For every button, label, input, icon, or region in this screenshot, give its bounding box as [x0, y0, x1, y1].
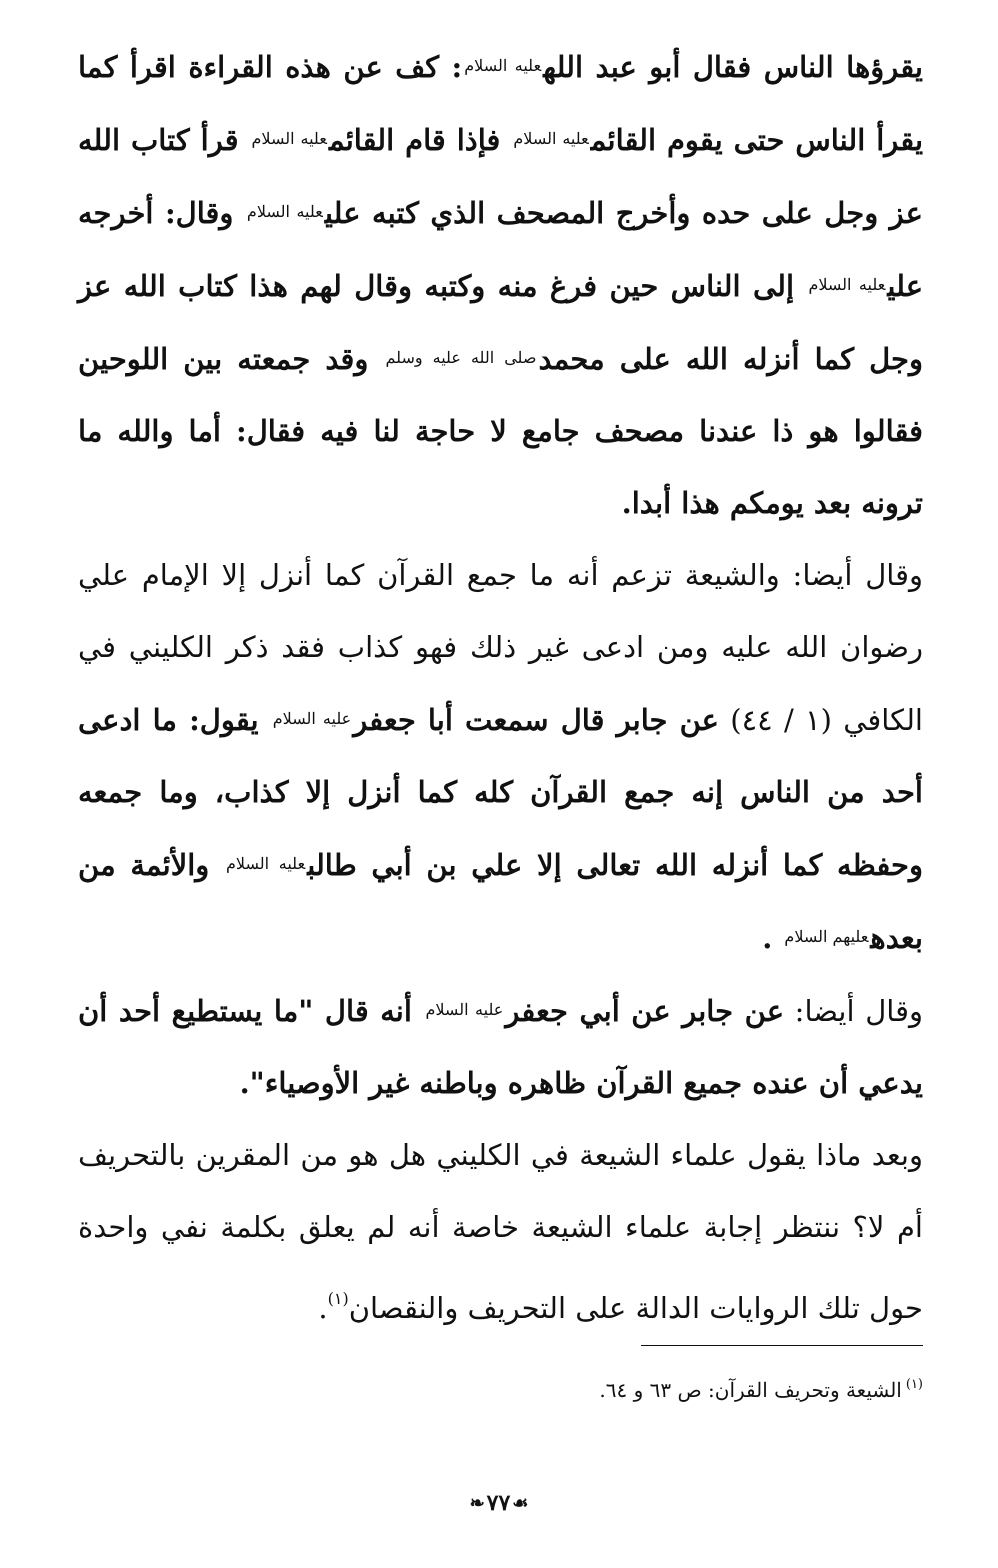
p2-plain: وقال أيضا: والشيعة تزعم أنه ما جمع القرآن كما أنزل إلا الإمام علي رضوان الله عليه ومن ادعى غير ذلك فهو كذاب فقد ذكر الكليني في الكافي (١ / ٤٤): [78, 558, 923, 737]
p4-end: .: [318, 1291, 328, 1325]
p1-segment-5: وقال: أخرجه علي: [78, 196, 923, 303]
page-body: [78, 30, 923, 1344]
left-ornament-icon: ❧: [469, 1493, 485, 1514]
footnote-text: الشيعة وتحريف القرآن: ص ٦٣ و ٦٤.: [599, 1378, 902, 1402]
blessing-mark: عليه السلام: [246, 202, 323, 221]
paragraph-1: [78, 30, 923, 539]
right-ornament-icon: ☙: [512, 1493, 529, 1514]
p1-segment-6: إلى الناس حين فرغ منه وكتبه وقال لهم هذا كتاب الله عز وجل كما أنزله الله على محمد: [78, 269, 923, 376]
p3-bold-2: أنه قال "ما يستطيع أحد أن يدعي أن عنده جميع القرآن ظاهره وباطنه غير الأوصياء".: [78, 994, 923, 1100]
blessing-mark: عليه السلام: [425, 1000, 504, 1019]
p1-segment-4: قرأ كتاب الله عز وجل على حده وأخرج المصحف الذي كتبه علي: [78, 123, 923, 230]
footnote-divider: [641, 1345, 923, 1346]
paragraph-3: [78, 974, 923, 1119]
p4-text: وبعد ماذا يقول علماء الشيعة في الكليني هل هو من المقرين بالتحريف أم لا؟ ننتظر إجابة علماء الشيعة خاصة أنه لم يعلق بكلمة نفي واحدة حول تلك الروايات الدالة على التحريف والنقصان: [78, 1138, 923, 1325]
p2-bold-3: والأئمة من بعده: [78, 848, 923, 955]
paragraph-2: [78, 539, 923, 974]
p2-bold-2: يقول: ما ادعى أحد من الناس إنه جمع القرآن كله كما أنزل إلا كذاب، وما جمعه وحفظه كما أنزله الله تعالى إلا علي بن أبي طالب: [78, 703, 923, 882]
blessing-mark: عليه السلام: [464, 56, 542, 75]
p2-bold-1: عن جابر قال سمعت أبا جعفر: [353, 703, 719, 737]
p1-segment-1: يقرؤها الناس فقال أبو عبد الله: [543, 50, 923, 84]
blessing-mark: عليهم السلام: [784, 927, 869, 946]
blessing-mark: عليه السلام: [513, 129, 589, 148]
p1-segment-3: فإذا قام القائم: [328, 123, 512, 157]
footnote-mark: (١): [905, 1377, 923, 1392]
p3-bold-1: عن جابر عن أبي جعفر: [505, 994, 784, 1028]
blessing-mark: عليه السلام: [251, 129, 327, 148]
blessing-mark: عليه السلام: [272, 709, 352, 728]
footnote: [78, 1368, 923, 1407]
paragraph-4: [78, 1119, 923, 1344]
blessing-mark: عليه السلام: [808, 275, 886, 294]
page-number-value: ٧٧: [486, 1490, 511, 1516]
blessing-mark: عليه السلام: [226, 854, 306, 873]
p3-plain: وقال أيضا:: [784, 994, 924, 1028]
footnote-reference[interactable]: (١): [327, 1289, 349, 1308]
page-number: [0, 1490, 998, 1516]
p2-end: .: [762, 921, 783, 955]
blessing-mark: صلى الله عليه وسلم: [385, 348, 537, 367]
p1-segment-7: وقد جمعته بين اللوحين فقالوا هو ذا عندنا مصحف جامع لا حاجة لنا فيه فقال: أما والله ما ترونه بعد يومكم هذا أبدا.: [78, 342, 923, 520]
p1-segment-2: : كف عن هذه القراءة اقرأ كما يقرأ الناس حتى يقوم القائم: [78, 50, 924, 157]
